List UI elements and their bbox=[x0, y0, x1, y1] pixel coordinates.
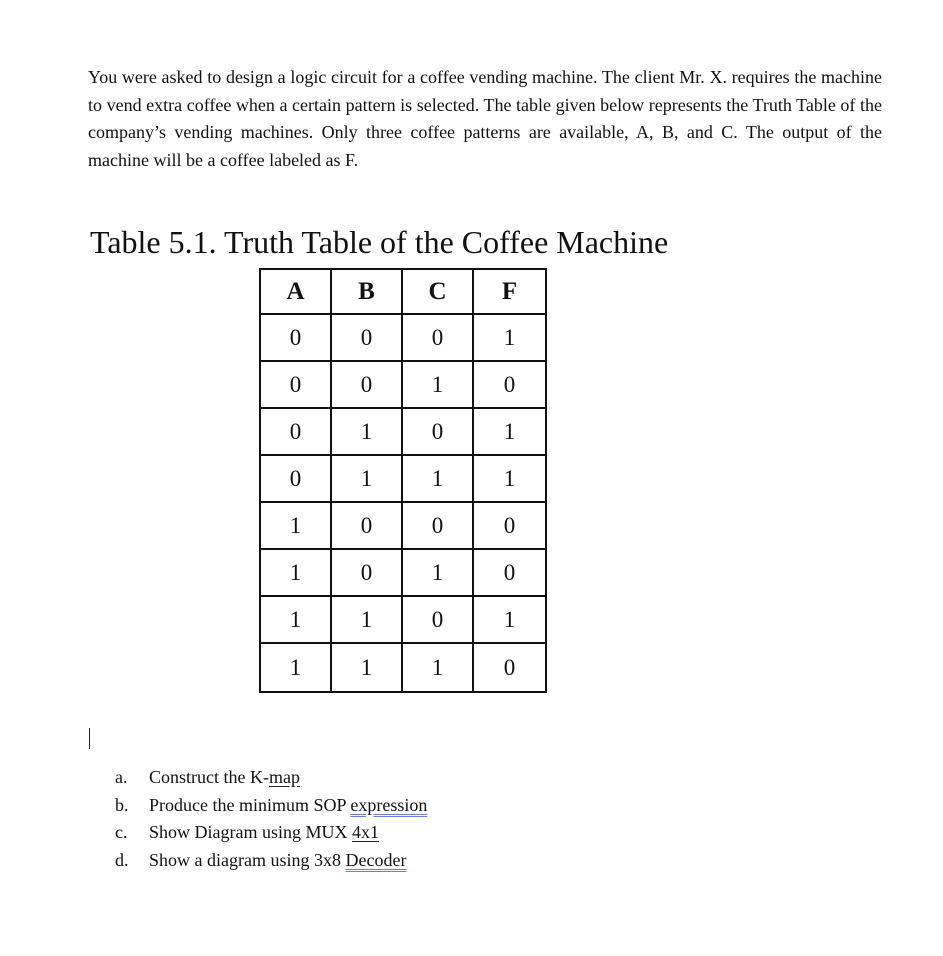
task-item-d bbox=[115, 847, 427, 875]
table-cell: 0 bbox=[261, 362, 332, 409]
task-underlined-word: 4x1 bbox=[352, 822, 379, 842]
task-underlined-word: expression bbox=[350, 794, 428, 815]
header-b: B bbox=[332, 270, 403, 315]
task-text: Produce the minimum SOP bbox=[149, 794, 351, 815]
table-cell: 1 bbox=[332, 597, 403, 644]
header-f: F bbox=[474, 270, 545, 315]
table-caption: Table 5.1. Truth Table of the Coffee Machine bbox=[90, 224, 669, 260]
table-cell: 0 bbox=[261, 456, 332, 503]
table-row bbox=[261, 550, 545, 597]
task-item-c bbox=[115, 819, 427, 847]
table-body bbox=[261, 315, 545, 691]
table-cell: 1 bbox=[474, 597, 545, 644]
table-cell: 0 bbox=[503, 654, 516, 680]
table-cell: 1 bbox=[403, 550, 474, 597]
table-cell: 0 bbox=[332, 503, 403, 550]
table-cell: 1 bbox=[403, 644, 474, 691]
table-cell: 0 bbox=[403, 409, 474, 456]
table-cell: 1 bbox=[332, 409, 403, 456]
task-underlined-word: Decoder bbox=[345, 849, 407, 870]
table-cell: 0 bbox=[403, 315, 474, 362]
table-cell: 0 bbox=[261, 409, 332, 456]
table-cell: 0 bbox=[332, 550, 403, 597]
header-a: A bbox=[261, 270, 332, 315]
table-cell: 1 bbox=[332, 456, 403, 503]
table-cell: 1 bbox=[261, 597, 332, 644]
table-cell: 0 bbox=[332, 315, 403, 362]
header-c: C bbox=[403, 270, 474, 315]
table-cell: 1 bbox=[474, 456, 545, 503]
table-cell: 0 bbox=[474, 362, 545, 409]
table-cell: 1 bbox=[332, 644, 403, 691]
table-cell: 0 bbox=[474, 503, 545, 550]
table-cell: 1 bbox=[474, 315, 545, 362]
table-cell: 0 bbox=[474, 550, 545, 597]
task-text: Construct the K- bbox=[149, 767, 269, 787]
table-row bbox=[261, 315, 545, 362]
table-row bbox=[261, 362, 545, 409]
table-row bbox=[261, 503, 545, 550]
table-header-row bbox=[261, 270, 545, 315]
table-cell: 1 bbox=[261, 644, 332, 691]
table-cell: 1 bbox=[474, 409, 545, 456]
table-cell: 1 bbox=[403, 362, 474, 409]
table-cell: 1 bbox=[403, 456, 474, 503]
table-cell: 0 bbox=[403, 503, 474, 550]
task-item-b bbox=[115, 792, 427, 820]
truth-table bbox=[259, 268, 547, 693]
task-text: Show a diagram using 3x8 bbox=[149, 849, 346, 870]
table-cell: 0 bbox=[332, 362, 403, 409]
table-row bbox=[261, 597, 545, 644]
table-row bbox=[261, 456, 545, 503]
task-marker: a. bbox=[115, 767, 128, 787]
task-text: Show Diagram using MUX bbox=[149, 822, 352, 842]
text-cursor bbox=[89, 728, 90, 749]
task-list bbox=[115, 764, 427, 874]
task-marker: c. bbox=[115, 822, 128, 842]
task-item-a bbox=[115, 764, 427, 792]
table-row bbox=[261, 644, 545, 691]
table-cell: 0 bbox=[261, 315, 332, 362]
task-marker: b. bbox=[115, 794, 129, 815]
table-row bbox=[261, 409, 545, 456]
task-marker: d. bbox=[115, 849, 129, 870]
table-cell: 1 bbox=[261, 503, 332, 550]
task-underlined-word: map bbox=[268, 767, 300, 787]
table-cell: 0 bbox=[403, 597, 474, 644]
table-cell: 1 bbox=[261, 550, 332, 597]
intro-paragraph: You were asked to design a logic circuit for a coffee vending machine. The client Mr. X. requires the machine to vend extra coffee when a certain pattern is selected. The table given below represents the Truth Table of the company’s vending machines. Only three coffee patterns are available, A, B, and C. The output of the machine will be a coffee labeled as F. bbox=[88, 67, 882, 170]
